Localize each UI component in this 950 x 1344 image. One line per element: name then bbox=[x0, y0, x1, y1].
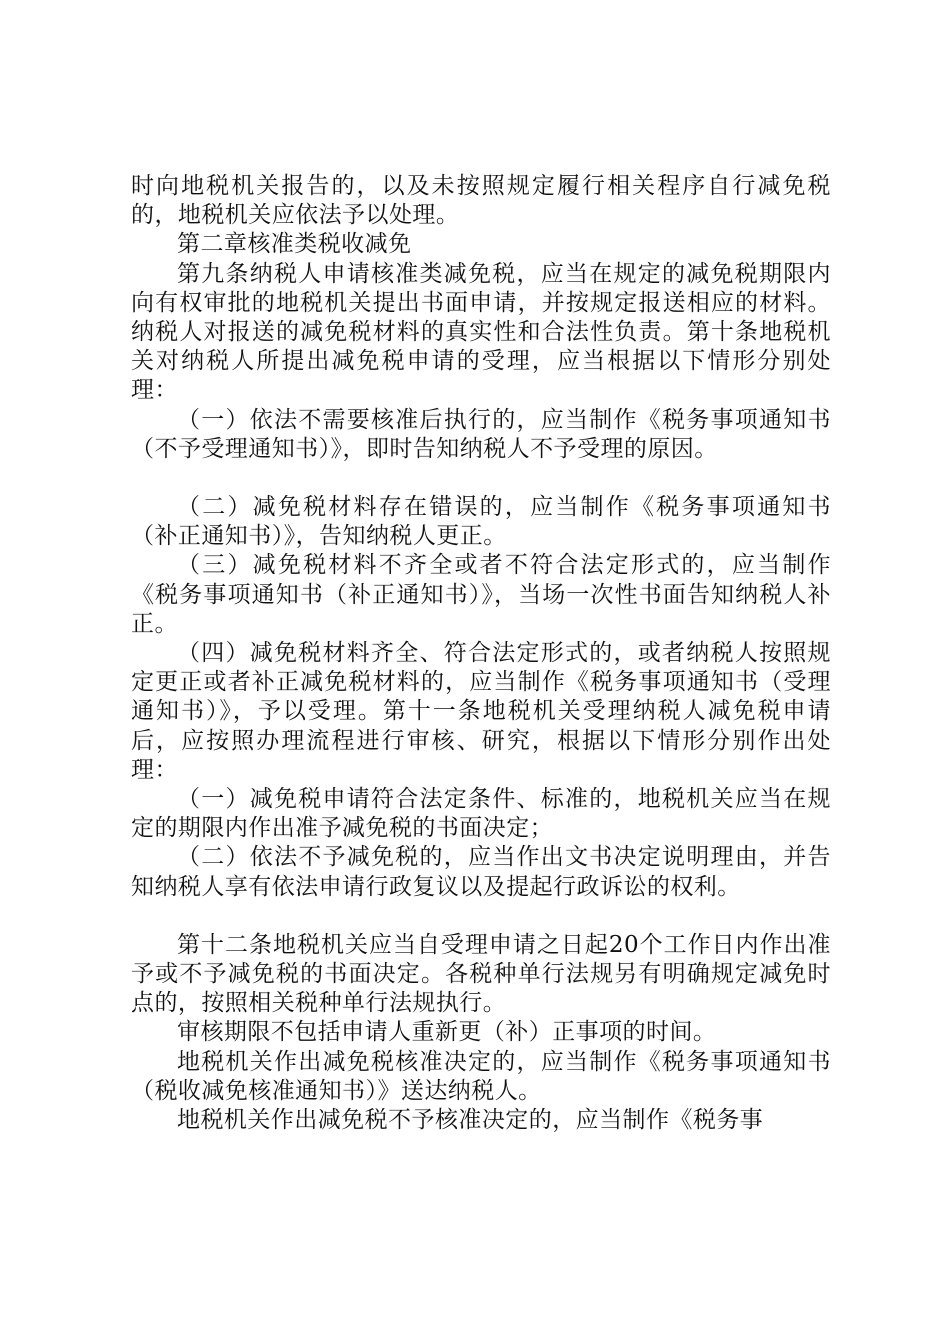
paragraph-item-1: （一）依法不需要核准后执行的，应当制作《税务事项通知书（不予受理通知书）》，即时告知纳税人不予受理的原因。 bbox=[131, 406, 831, 462]
paragraph-rejection-notice: 地税机关作出减免税不予核准决定的，应当制作《税务事 bbox=[177, 1107, 764, 1134]
chapter-heading: 第二章核准类税收减免 bbox=[177, 231, 412, 258]
paragraph-continued: 时向地税机关报告的，以及未按照规定履行相关程序自行减免税的，地税机关应依法予以处理。 bbox=[131, 173, 831, 229]
paragraph-item-3: （三）减免税材料不齐全或者不符合法定形式的，应当制作《税务事项通知书（补正通知书）》，当场一次性书面告知纳税人补正。 bbox=[131, 552, 831, 637]
paragraph-review-period: 审核期限不包括申请人重新更（补）正事项的时间。 bbox=[177, 1019, 717, 1046]
paragraph-article-9-10: 第九条纳税人申请核准类减免税，应当在规定的减免税期限内向有权审批的地税机关提出书面申请，并按规定报送相应的材料。纳税人对报送的减免税材料的真实性和合法性负责。第十条地税机关对纳税人所提出减免税申请的受理，应当根据以下情形分别处理： bbox=[131, 260, 831, 404]
paragraph-gap bbox=[131, 464, 831, 493]
paragraph-approval-notice: 地税机关作出减免税核准决定的，应当制作《税务事项通知书（税收减免核准通知书）》送达纳税人。 bbox=[131, 1048, 831, 1104]
paragraph-item-4: （四）减免税材料齐全、符合法定形式的，或者纳税人按照规定更正或者补正减免税材料的，应当制作《税务事项通知书（受理通知书）》，予以受理。第十一条地税机关受理纳税人减免税申请后，应按照办理流程进行审核、研究，根据以下情形分别作出处理： bbox=[131, 640, 831, 783]
paragraph-article-12: 第十二条地税机关应当自受理申请之日起20个工作日内作出准予或不予减免税的书面决定。各税种单行法规另有明确规定减免时点的，按照相关税种单行法规执行。 bbox=[131, 931, 831, 1017]
paragraph-decision-2: （二）依法不予减免税的，应当作出文书决定说明理由，并告知纳税人享有依法申请行政复议以及提起行政诉讼的权利。 bbox=[131, 844, 831, 900]
paragraph-gap bbox=[131, 902, 831, 931]
paragraph-item-2: （二）减免税材料存在错误的，应当制作《税务事项通知书（补正通知书）》，告知纳税人更正。 bbox=[131, 494, 831, 550]
document-body bbox=[131, 172, 831, 1135]
paragraph-decision-1: （一）减免税申请符合法定条件、标准的，地税机关应当在规定的期限内作出准予减免税的书面决定； bbox=[131, 786, 831, 842]
